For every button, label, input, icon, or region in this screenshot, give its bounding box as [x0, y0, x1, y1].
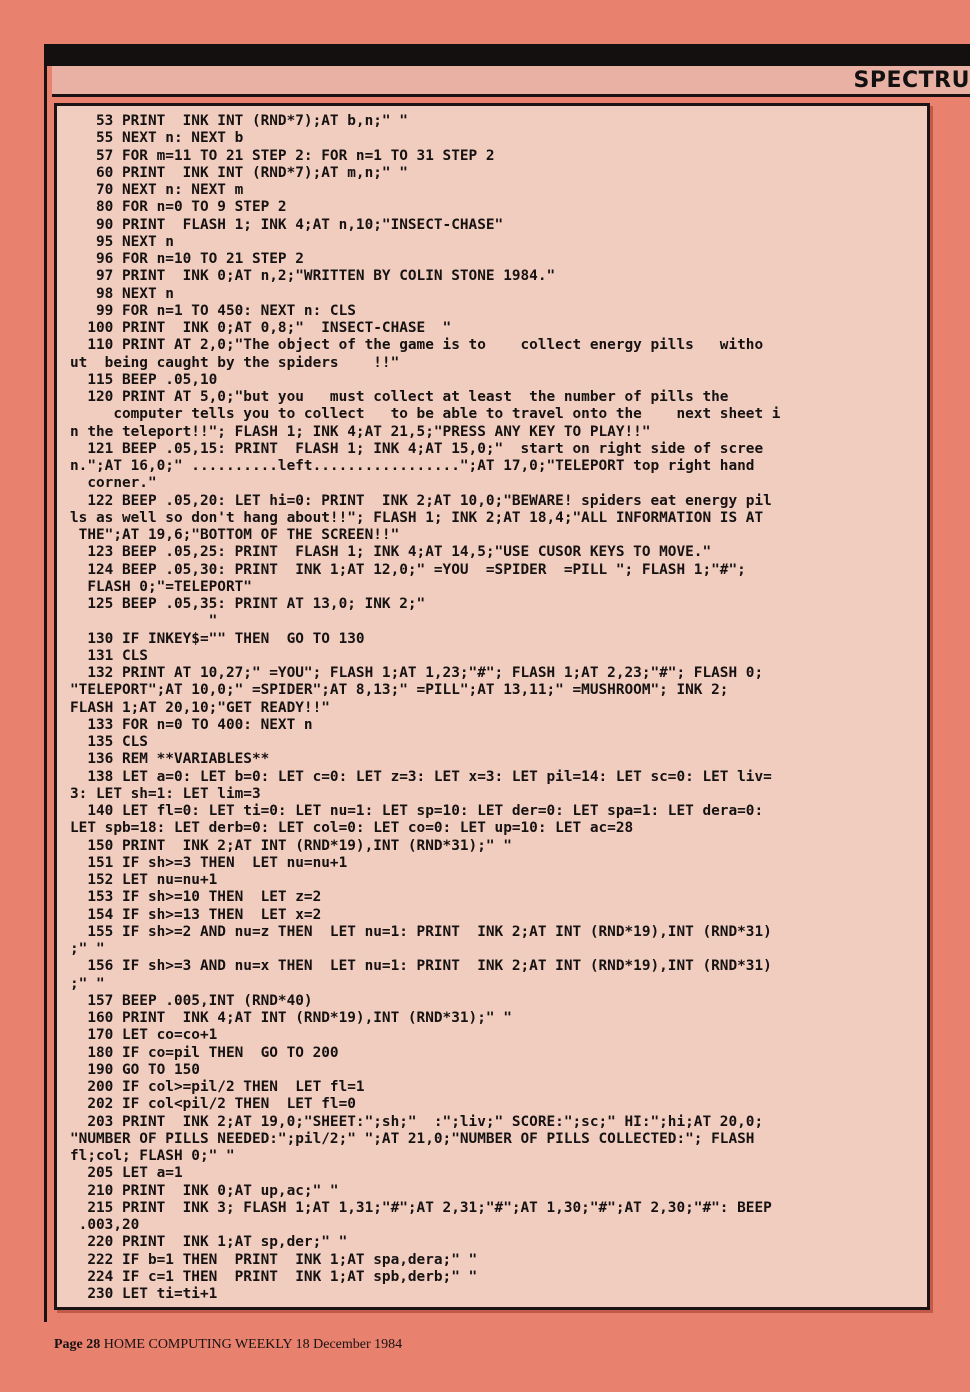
page-number: Page 28	[54, 1337, 101, 1352]
code-line: 152 LET nu=nu+1	[70, 872, 218, 888]
code-line: 90 PRINT FLASH 1; INK 4;AT n,10;"INSECT-CHASE"	[70, 216, 504, 233]
code-line: 53 PRINT INK INT (RND*7);AT b,n;" "	[70, 113, 408, 129]
code-line: 95 NEXT n	[70, 233, 174, 250]
code-line: "NUMBER OF PILLS NEEDED:";pil/2;" ";AT 21,0;"NUMBER OF PILLS COLLECTED:"; FLASH	[70, 1130, 755, 1147]
code-line: 99 FOR n=1 TO 450: NEXT n: CLS	[70, 302, 356, 319]
code-line: 110 PRINT AT 2,0;"The object of the game is to collect energy pills witho	[70, 337, 764, 354]
code-line: 55 NEXT n: NEXT b	[70, 130, 244, 147]
code-line: 122 BEEP .05,20: LET hi=0: PRINT INK 2;AT 10,0;"BEWARE! spiders eat energy pil	[70, 492, 772, 509]
code-line: 125 BEEP .05,35: PRINT AT 13,0; INK 2;"	[70, 596, 426, 612]
code-line: 123 BEEP .05,25: PRINT FLASH 1; INK 4;AT 14,5;"USE CUSOR KEYS TO MOVE."	[70, 544, 712, 561]
code-line: 96 FOR n=10 TO 21 STEP 2	[70, 251, 304, 267]
code-line: 60 PRINT INK INT (RND*7);AT m,n;" "	[70, 164, 408, 181]
code-line: 124 BEEP .05,30: PRINT INK 1;AT 12,0;" =YOU =SPIDER =PILL "; FLASH 1;"#";	[70, 561, 746, 578]
code-line: 115 BEEP .05,10	[70, 371, 218, 388]
code-line: 220 PRINT INK 1;AT sp,der;" "	[70, 1234, 348, 1251]
code-line: fl;col; FLASH 0;" "	[70, 1148, 235, 1164]
code-line: 80 FOR n=0 TO 9 STEP 2	[70, 199, 287, 216]
code-line: computer tells you to collect to be able to travel onto the next sheet i	[70, 406, 781, 423]
code-line: "TELEPORT";AT 10,0;" =SPIDER";AT 8,13;" =PILL";AT 13,11;" =MUSHROOM"; INK 2;	[70, 682, 729, 699]
code-line: 130 IF INKEY$="" THEN GO TO 130	[70, 630, 365, 647]
code-line: n the teleport!!"; FLASH 1; INK 4;AT 21,5;"PRESS ANY KEY TO PLAY!!"	[70, 423, 651, 440]
code-line: THE";AT 19,6;"BOTTOM OF THE SCREEN!!"	[70, 527, 400, 543]
code-line: 156 IF sh>=3 AND nu=x THEN LET nu=1: PRINT INK 2;AT INT (RND*19),INT (RND*31)	[70, 958, 772, 975]
code-line: 202 IF col<pil/2 THEN LET fl=0	[70, 1096, 356, 1113]
code-line: 200 IF col>=pil/2 THEN LET fl=1	[70, 1079, 365, 1095]
code-line: 160 PRINT INK 4;AT INT (RND*19),INT (RND*31);" "	[70, 1010, 512, 1026]
code-line: 210 PRINT INK 0;AT up,ac;" "	[70, 1182, 339, 1199]
code-line: 222 IF b=1 THEN PRINT INK 1;AT spa,dera;" "	[70, 1251, 478, 1268]
publication-info: HOME COMPUTING WEEKLY 18 December 1984	[103, 1337, 403, 1352]
code-line: 153 IF sh>=10 THEN LET z=2	[70, 889, 322, 906]
code-line: 120 PRINT AT 5,0;"but you must collect at least the number of pills the	[70, 389, 729, 405]
code-line: 70 NEXT n: NEXT m	[70, 182, 244, 198]
code-line: FLASH 1;AT 20,10;"GET READY!!"	[70, 699, 330, 716]
code-line: 151 IF sh>=3 THEN LET nu=nu+1	[70, 854, 348, 871]
section-header	[52, 66, 970, 97]
code-line: 203 PRINT INK 2;AT 19,0;"SHEET:";sh;" :";liv;" SCORE:";sc;" HI:";hi;AT 20,0;	[70, 1113, 764, 1130]
page-footer	[54, 1337, 402, 1353]
code-line: 180 IF co=pil THEN GO TO 200	[70, 1044, 339, 1061]
code-line: 154 IF sh>=13 THEN LET x=2	[70, 906, 322, 923]
top-header-bar	[44, 44, 970, 66]
code-line: 121 BEEP .05,15: PRINT FLASH 1; INK 4;AT 15,0;" start on right side of scree	[70, 440, 764, 457]
code-line: 205 LET a=1	[70, 1165, 183, 1182]
code-line: 215 PRINT INK 3; FLASH 1;AT 1,31;"#";AT 2,31;"#";AT 1,30;"#";AT 2,30;"#": BEEP	[70, 1199, 772, 1216]
code-line: 135 CLS	[70, 734, 148, 750]
code-line: corner."	[70, 475, 157, 492]
code-line: 138 LET a=0: LET b=0: LET c=0: LET z=3: LET x=3: LET pil=14: LET sc=0: LET liv=	[70, 768, 772, 785]
code-line: n.";AT 16,0;" ..........left.................";AT 17,0;"TELEPORT top right hand	[70, 458, 755, 474]
code-line: "	[70, 613, 218, 630]
code-line: 98 NEXT n	[70, 285, 174, 302]
code-line: 150 PRINT INK 2;AT INT (RND*19),INT (RND*31);" "	[70, 837, 512, 854]
code-line: ;" "	[70, 941, 105, 957]
program-listing-box	[54, 103, 930, 1310]
code-line: 100 PRINT INK 0;AT 0,8;" INSECT-CHASE "	[70, 320, 452, 336]
code-line: 132 PRINT AT 10,27;" =YOU"; FLASH 1;AT 1,23;"#"; FLASH 1;AT 2,23;"#"; FLASH 0;	[70, 665, 764, 681]
code-line: 133 FOR n=0 TO 400: NEXT n	[70, 716, 313, 733]
code-line: FLASH 0;"=TELEPORT"	[70, 578, 252, 595]
code-line: 97 PRINT INK 0;AT n,2;"WRITTEN BY COLIN STONE 1984."	[70, 268, 556, 285]
code-line: 155 IF sh>=2 AND nu=z THEN LET nu=1: PRINT INK 2;AT INT (RND*19),INT (RND*31)	[70, 923, 772, 940]
code-line: 224 IF c=1 THEN PRINT INK 1;AT spb,derb;" "	[70, 1268, 478, 1285]
code-line: 131 CLS	[70, 647, 148, 664]
code-line: ls as well so don't hang about!!"; FLASH 1; INK 2;AT 18,4;"ALL INFORMATION IS AT	[70, 509, 764, 526]
code-line: 157 BEEP .005,INT (RND*40)	[70, 992, 313, 1009]
program-listing	[70, 113, 780, 1303]
code-line: ;" "	[70, 975, 105, 992]
code-line: 3: LET sh=1: LET lim=3	[70, 785, 261, 802]
code-line: 170 LET co=co+1	[70, 1027, 218, 1044]
code-line: LET spb=18: LET derb=0: LET col=0: LET co=0: LET up=10: LET ac=28	[70, 820, 634, 837]
code-line: .003,20	[70, 1217, 140, 1233]
section-title: SPECTRU	[853, 68, 970, 93]
left-margin-rule	[44, 44, 47, 1322]
code-line: 230 LET ti=ti+1	[70, 1286, 218, 1302]
code-line: 136 REM **VARIABLES**	[70, 751, 270, 768]
code-line: 57 FOR m=11 TO 21 STEP 2: FOR n=1 TO 31 STEP 2	[70, 147, 495, 164]
code-line: 190 GO TO 150	[70, 1061, 200, 1078]
code-line: ut being caught by the spiders !!"	[70, 354, 400, 371]
code-line: 140 LET fl=0: LET ti=0: LET nu=1: LET sp=10: LET der=0: LET spa=1: LET dera=0:	[70, 803, 764, 819]
